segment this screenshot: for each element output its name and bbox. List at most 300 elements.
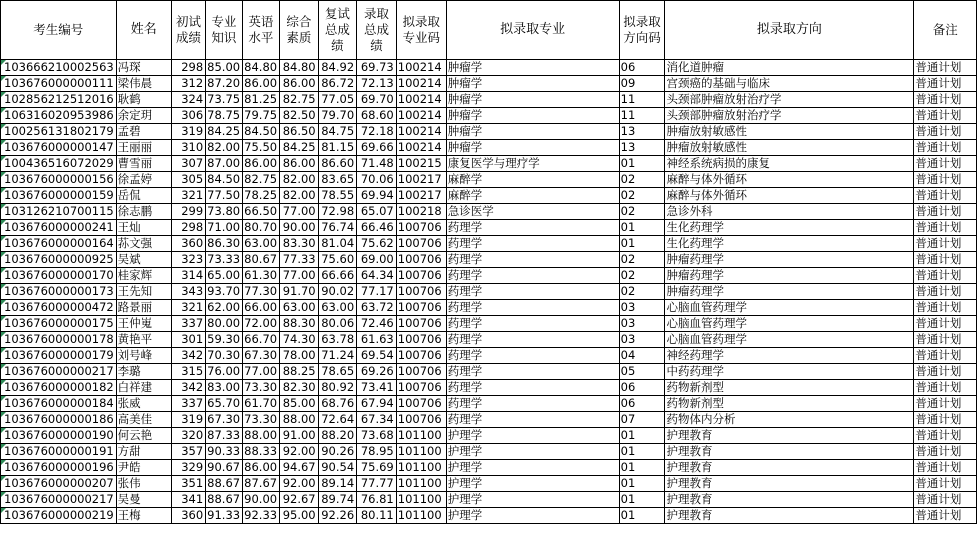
cell-initial-score[interactable]: 298 [171,60,205,76]
cell-admission-total[interactable]: 67.34 [357,412,397,428]
cell-direction[interactable]: 头颈部肿瘤放射治疗学 [665,108,914,124]
cell-name[interactable]: 尹皓 [116,460,171,476]
cell-direction-code[interactable]: 06 [619,396,665,412]
cell-exam-id[interactable]: 103676000000111 [1,76,117,92]
col-header-comprehensive[interactable]: 综合素质 [280,1,319,60]
cell-retest-total[interactable]: 90.02 [318,284,357,300]
cell-initial-score[interactable]: 320 [171,428,205,444]
cell-direction[interactable]: 心脑血管药理学 [665,300,914,316]
cell-comprehensive[interactable]: 94.67 [280,460,319,476]
cell-retest-total[interactable]: 92.26 [318,508,357,524]
cell-professional-knowledge[interactable]: 88.67 [206,476,242,492]
col-header-initial-score[interactable]: 初试成绩 [171,1,205,60]
cell-comprehensive[interactable]: 95.00 [280,508,319,524]
cell-remark[interactable]: 普通计划 [914,140,977,156]
cell-initial-score[interactable]: 342 [171,380,205,396]
cell-direction-code[interactable]: 01 [619,460,665,476]
cell-name[interactable]: 白祥建 [116,380,171,396]
cell-retest-total[interactable]: 84.92 [318,60,357,76]
cell-comprehensive[interactable]: 85.00 [280,396,319,412]
cell-direction[interactable]: 头颈部肿瘤放射治疗学 [665,92,914,108]
cell-retest-total[interactable]: 88.20 [318,428,357,444]
cell-remark[interactable]: 普通计划 [914,252,977,268]
cell-comprehensive[interactable]: 86.00 [280,76,319,92]
cell-comprehensive[interactable]: 77.00 [280,268,319,284]
cell-exam-id[interactable]: 103676000000147 [1,140,117,156]
cell-retest-total[interactable]: 90.54 [318,460,357,476]
cell-english[interactable]: 88.00 [242,428,279,444]
cell-major-code[interactable]: 100706 [396,332,446,348]
cell-admission-total[interactable]: 69.94 [357,188,397,204]
cell-remark[interactable]: 普通计划 [914,76,977,92]
cell-name[interactable]: 冯琛 [116,60,171,76]
cell-major-code[interactable]: 101100 [396,444,446,460]
cell-initial-score[interactable]: 314 [171,268,205,284]
cell-initial-score[interactable]: 329 [171,460,205,476]
cell-admission-total[interactable]: 72.13 [357,76,397,92]
cell-name[interactable]: 方甜 [116,444,171,460]
cell-retest-total[interactable]: 63.00 [318,300,357,316]
cell-initial-score[interactable]: 310 [171,140,205,156]
cell-direction[interactable]: 药物新剂型 [665,380,914,396]
cell-admission-total[interactable]: 69.54 [357,348,397,364]
cell-comprehensive[interactable]: 88.00 [280,412,319,428]
cell-english[interactable]: 80.67 [242,252,279,268]
col-header-major-code[interactable]: 拟录取专业码 [396,1,446,60]
cell-direction-code[interactable]: 01 [619,220,665,236]
cell-direction[interactable]: 护理教育 [665,460,914,476]
cell-admission-total[interactable]: 72.46 [357,316,397,332]
cell-comprehensive[interactable]: 83.30 [280,236,319,252]
cell-exam-id[interactable]: 103676000000179 [1,348,117,364]
cell-admission-total[interactable]: 69.66 [357,140,397,156]
cell-initial-score[interactable]: 351 [171,476,205,492]
cell-direction[interactable]: 生化药理学 [665,236,914,252]
cell-direction-code[interactable]: 02 [619,268,665,284]
cell-comprehensive[interactable]: 82.50 [280,108,319,124]
cell-retest-total[interactable]: 86.72 [318,76,357,92]
cell-english[interactable]: 80.70 [242,220,279,236]
cell-english[interactable]: 92.33 [242,508,279,524]
cell-major[interactable]: 护理学 [446,444,619,460]
col-header-name[interactable]: 姓名 [116,1,171,60]
cell-retest-total[interactable]: 81.04 [318,236,357,252]
cell-name[interactable]: 桂家辉 [116,268,171,284]
cell-comprehensive[interactable]: 82.75 [280,92,319,108]
cell-initial-score[interactable]: 337 [171,316,205,332]
cell-professional-knowledge[interactable]: 65.00 [206,268,242,284]
cell-major-code[interactable]: 100706 [396,412,446,428]
cell-comprehensive[interactable]: 63.00 [280,300,319,316]
cell-name[interactable]: 曹雪丽 [116,156,171,172]
cell-retest-total[interactable]: 71.24 [318,348,357,364]
cell-professional-knowledge[interactable]: 93.70 [206,284,242,300]
cell-major-code[interactable]: 101100 [396,492,446,508]
cell-initial-score[interactable]: 341 [171,492,205,508]
cell-direction[interactable]: 心脑血管药理学 [665,316,914,332]
cell-retest-total[interactable]: 81.15 [318,140,357,156]
cell-direction-code[interactable]: 01 [619,444,665,460]
cell-direction-code[interactable]: 06 [619,380,665,396]
cell-direction[interactable]: 麻醉与体外循环 [665,188,914,204]
cell-professional-knowledge[interactable]: 90.67 [206,460,242,476]
cell-comprehensive[interactable]: 77.33 [280,252,319,268]
cell-english[interactable]: 90.00 [242,492,279,508]
cell-direction-code[interactable]: 01 [619,492,665,508]
cell-major[interactable]: 药理学 [446,380,619,396]
cell-name[interactable]: 徐孟婷 [116,172,171,188]
cell-name[interactable]: 余定玥 [116,108,171,124]
cell-initial-score[interactable]: 342 [171,348,205,364]
cell-remark[interactable]: 普通计划 [914,412,977,428]
cell-initial-score[interactable]: 337 [171,396,205,412]
cell-major[interactable]: 肿瘤学 [446,60,619,76]
cell-remark[interactable]: 普通计划 [914,332,977,348]
cell-comprehensive[interactable]: 82.00 [280,172,319,188]
cell-major[interactable]: 药理学 [446,252,619,268]
cell-initial-score[interactable]: 360 [171,508,205,524]
cell-english[interactable]: 81.25 [242,92,279,108]
cell-exam-id[interactable]: 103676000000190 [1,428,117,444]
cell-professional-knowledge[interactable]: 85.00 [206,60,242,76]
cell-major[interactable]: 康复医学与理疗学 [446,156,619,172]
cell-professional-knowledge[interactable]: 84.50 [206,172,242,188]
cell-remark[interactable]: 普通计划 [914,508,977,524]
cell-retest-total[interactable]: 78.55 [318,188,357,204]
cell-major-code[interactable]: 101100 [396,508,446,524]
cell-remark[interactable]: 普通计划 [914,492,977,508]
cell-english[interactable]: 75.50 [242,140,279,156]
cell-professional-knowledge[interactable]: 65.70 [206,396,242,412]
cell-exam-id[interactable]: 103676000000186 [1,412,117,428]
cell-initial-score[interactable]: 315 [171,364,205,380]
cell-remark[interactable]: 普通计划 [914,348,977,364]
cell-retest-total[interactable]: 89.74 [318,492,357,508]
cell-direction-code[interactable]: 04 [619,348,665,364]
cell-comprehensive[interactable]: 88.30 [280,316,319,332]
cell-major[interactable]: 麻醉学 [446,188,619,204]
cell-retest-total[interactable]: 89.14 [318,476,357,492]
cell-remark[interactable]: 普通计划 [914,364,977,380]
cell-professional-knowledge[interactable]: 84.25 [206,124,242,140]
cell-comprehensive[interactable]: 92.67 [280,492,319,508]
cell-name[interactable]: 王先知 [116,284,171,300]
cell-major-code[interactable]: 100706 [396,284,446,300]
cell-major-code[interactable]: 100706 [396,252,446,268]
cell-direction-code[interactable]: 11 [619,108,665,124]
cell-remark[interactable]: 普通计划 [914,396,977,412]
cell-comprehensive[interactable]: 92.00 [280,476,319,492]
cell-exam-id[interactable]: 103676000000925 [1,252,117,268]
cell-professional-knowledge[interactable]: 71.00 [206,220,242,236]
cell-exam-id[interactable]: 103676000000217 [1,492,117,508]
cell-name[interactable]: 李璐 [116,364,171,380]
cell-initial-score[interactable]: 343 [171,284,205,300]
cell-admission-total[interactable]: 69.00 [357,252,397,268]
cell-name[interactable]: 何云艳 [116,428,171,444]
cell-major-code[interactable]: 100214 [396,124,446,140]
cell-major[interactable]: 药理学 [446,220,619,236]
cell-name[interactable]: 路景丽 [116,300,171,316]
cell-direction-code[interactable]: 01 [619,428,665,444]
cell-major[interactable]: 急诊医学 [446,204,619,220]
cell-exam-id[interactable]: 103676000000178 [1,332,117,348]
cell-admission-total[interactable]: 69.26 [357,364,397,380]
cell-exam-id[interactable]: 103676000000207 [1,476,117,492]
cell-direction-code[interactable]: 01 [619,236,665,252]
cell-direction-code[interactable]: 03 [619,332,665,348]
cell-direction-code[interactable]: 06 [619,60,665,76]
cell-remark[interactable]: 普通计划 [914,300,977,316]
cell-direction-code[interactable]: 03 [619,300,665,316]
cell-professional-knowledge[interactable]: 73.75 [206,92,242,108]
cell-direction-code[interactable]: 09 [619,76,665,92]
cell-initial-score[interactable]: 357 [171,444,205,460]
cell-direction-code[interactable]: 02 [619,284,665,300]
cell-english[interactable]: 73.30 [242,412,279,428]
cell-english[interactable]: 73.30 [242,380,279,396]
cell-direction[interactable]: 神经系统病损的康复 [665,156,914,172]
cell-exam-id[interactable]: 103676000000241 [1,220,117,236]
cell-retest-total[interactable]: 83.65 [318,172,357,188]
cell-english[interactable]: 86.00 [242,76,279,92]
cell-remark[interactable]: 普通计划 [914,268,977,284]
cell-major-code[interactable]: 100217 [396,188,446,204]
cell-major-code[interactable]: 100214 [396,92,446,108]
cell-direction[interactable]: 护理教育 [665,508,914,524]
cell-major[interactable]: 药理学 [446,332,619,348]
cell-direction-code[interactable]: 01 [619,476,665,492]
cell-direction[interactable]: 药物体内分析 [665,412,914,428]
cell-english[interactable]: 82.75 [242,172,279,188]
col-header-english[interactable]: 英语水平 [242,1,279,60]
cell-direction-code[interactable]: 13 [619,140,665,156]
cell-admission-total[interactable]: 78.95 [357,444,397,460]
cell-direction[interactable]: 护理教育 [665,428,914,444]
cell-admission-total[interactable]: 65.07 [357,204,397,220]
cell-major-code[interactable]: 100215 [396,156,446,172]
cell-remark[interactable]: 普通计划 [914,60,977,76]
cell-major[interactable]: 药理学 [446,412,619,428]
cell-major[interactable]: 护理学 [446,492,619,508]
cell-remark[interactable]: 普通计划 [914,316,977,332]
cell-comprehensive[interactable]: 77.00 [280,204,319,220]
cell-english[interactable]: 66.70 [242,332,279,348]
cell-remark[interactable]: 普通计划 [914,236,977,252]
cell-major[interactable]: 药理学 [446,316,619,332]
cell-comprehensive[interactable]: 84.80 [280,60,319,76]
cell-retest-total[interactable]: 86.60 [318,156,357,172]
cell-major-code[interactable]: 100706 [396,268,446,284]
cell-initial-score[interactable]: 324 [171,92,205,108]
cell-english[interactable]: 78.25 [242,188,279,204]
col-header-retest-total[interactable]: 复试总成绩 [318,1,357,60]
cell-major[interactable]: 肿瘤学 [446,92,619,108]
cell-remark[interactable]: 普通计划 [914,188,977,204]
cell-retest-total[interactable]: 63.78 [318,332,357,348]
cell-exam-id[interactable]: 103676000000164 [1,236,117,252]
cell-exam-id[interactable]: 100256131802179 [1,124,117,140]
cell-name[interactable]: 王丽丽 [116,140,171,156]
cell-comprehensive[interactable]: 84.25 [280,140,319,156]
cell-exam-id[interactable]: 102856212512016 [1,92,117,108]
cell-retest-total[interactable]: 78.65 [318,364,357,380]
cell-admission-total[interactable]: 66.46 [357,220,397,236]
cell-direction[interactable]: 肿瘤药理学 [665,284,914,300]
cell-remark[interactable]: 普通计划 [914,92,977,108]
cell-name[interactable]: 王仲嵬 [116,316,171,332]
cell-english[interactable]: 66.00 [242,300,279,316]
cell-english[interactable]: 61.30 [242,268,279,284]
cell-major[interactable]: 肿瘤学 [446,108,619,124]
cell-comprehensive[interactable]: 88.25 [280,364,319,380]
cell-direction-code[interactable]: 02 [619,188,665,204]
cell-initial-score[interactable]: 306 [171,108,205,124]
cell-exam-id[interactable]: 103666210002563 [1,60,117,76]
cell-major[interactable]: 药理学 [446,268,619,284]
cell-admission-total[interactable]: 67.94 [357,396,397,412]
cell-remark[interactable]: 普通计划 [914,108,977,124]
cell-english[interactable]: 72.00 [242,316,279,332]
cell-initial-score[interactable]: 323 [171,252,205,268]
cell-direction-code[interactable]: 02 [619,252,665,268]
cell-professional-knowledge[interactable]: 90.33 [206,444,242,460]
cell-comprehensive[interactable]: 91.70 [280,284,319,300]
cell-admission-total[interactable]: 73.68 [357,428,397,444]
cell-exam-id[interactable]: 103676000000156 [1,172,117,188]
cell-english[interactable]: 77.00 [242,364,279,380]
cell-admission-total[interactable]: 71.48 [357,156,397,172]
cell-initial-score[interactable]: 307 [171,156,205,172]
cell-professional-knowledge[interactable]: 87.00 [206,156,242,172]
cell-major-code[interactable]: 100218 [396,204,446,220]
cell-direction-code[interactable]: 01 [619,156,665,172]
cell-remark[interactable]: 普通计划 [914,124,977,140]
cell-admission-total[interactable]: 77.17 [357,284,397,300]
cell-exam-id[interactable]: 103676000000196 [1,460,117,476]
cell-remark[interactable]: 普通计划 [914,428,977,444]
cell-comprehensive[interactable]: 74.30 [280,332,319,348]
cell-exam-id[interactable]: 103676000000219 [1,508,117,524]
cell-exam-id[interactable]: 103676000000184 [1,396,117,412]
cell-major-code[interactable]: 101100 [396,476,446,492]
cell-exam-id[interactable]: 103676000000182 [1,380,117,396]
cell-major-code[interactable]: 100214 [396,60,446,76]
cell-admission-total[interactable]: 80.11 [357,508,397,524]
cell-initial-score[interactable]: 319 [171,412,205,428]
cell-direction-code[interactable]: 07 [619,412,665,428]
cell-retest-total[interactable]: 66.66 [318,268,357,284]
cell-major[interactable]: 药理学 [446,300,619,316]
col-header-professional-knowledge[interactable]: 专业知识 [206,1,242,60]
cell-name[interactable]: 黄艳平 [116,332,171,348]
cell-professional-knowledge[interactable]: 87.20 [206,76,242,92]
cell-major-code[interactable]: 100706 [396,220,446,236]
cell-major[interactable]: 护理学 [446,476,619,492]
cell-admission-total[interactable]: 69.73 [357,60,397,76]
cell-initial-score[interactable]: 301 [171,332,205,348]
cell-direction-code[interactable]: 01 [619,508,665,524]
cell-major[interactable]: 麻醉学 [446,172,619,188]
cell-admission-total[interactable]: 63.72 [357,300,397,316]
cell-professional-knowledge[interactable]: 80.00 [206,316,242,332]
cell-retest-total[interactable]: 80.92 [318,380,357,396]
cell-english[interactable]: 79.75 [242,108,279,124]
cell-name[interactable]: 徐志鹏 [116,204,171,220]
col-header-direction[interactable]: 拟录取方向 [665,1,914,60]
cell-initial-score[interactable]: 319 [171,124,205,140]
cell-professional-knowledge[interactable]: 62.00 [206,300,242,316]
cell-direction-code[interactable]: 13 [619,124,665,140]
cell-direction[interactable]: 护理教育 [665,492,914,508]
cell-direction-code[interactable]: 05 [619,364,665,380]
cell-remark[interactable]: 普通计划 [914,476,977,492]
cell-professional-knowledge[interactable]: 73.33 [206,252,242,268]
cell-major[interactable]: 肿瘤学 [446,76,619,92]
cell-english[interactable]: 87.67 [242,476,279,492]
col-header-major[interactable]: 拟录取专业 [446,1,619,60]
cell-professional-knowledge[interactable]: 77.50 [206,188,242,204]
cell-retest-total[interactable]: 84.75 [318,124,357,140]
cell-professional-knowledge[interactable]: 87.33 [206,428,242,444]
col-header-admission-total[interactable]: 录取总成绩 [357,1,397,60]
cell-comprehensive[interactable]: 78.00 [280,348,319,364]
cell-admission-total[interactable]: 73.41 [357,380,397,396]
cell-name[interactable]: 刘号峰 [116,348,171,364]
cell-english[interactable]: 61.70 [242,396,279,412]
cell-initial-score[interactable]: 321 [171,188,205,204]
cell-name[interactable]: 岳侃 [116,188,171,204]
cell-direction[interactable]: 宫颈癌的基础与临床 [665,76,914,92]
cell-direction[interactable]: 中药药理学 [665,364,914,380]
cell-english[interactable]: 84.80 [242,60,279,76]
cell-exam-id[interactable]: 106316020953986 [1,108,117,124]
cell-initial-score[interactable]: 321 [171,300,205,316]
cell-name[interactable]: 王梅 [116,508,171,524]
cell-english[interactable]: 66.50 [242,204,279,220]
cell-major-code[interactable]: 100214 [396,140,446,156]
cell-professional-knowledge[interactable]: 82.00 [206,140,242,156]
cell-major-code[interactable]: 100706 [396,300,446,316]
cell-direction[interactable]: 护理教育 [665,476,914,492]
cell-major[interactable]: 护理学 [446,428,619,444]
cell-comprehensive[interactable]: 82.00 [280,188,319,204]
cell-direction[interactable]: 肿瘤放射敏感性 [665,124,914,140]
cell-admission-total[interactable]: 68.60 [357,108,397,124]
cell-initial-score[interactable]: 299 [171,204,205,220]
cell-direction-code[interactable]: 03 [619,316,665,332]
cell-comprehensive[interactable]: 86.00 [280,156,319,172]
cell-major[interactable]: 药理学 [446,396,619,412]
cell-major[interactable]: 护理学 [446,508,619,524]
col-header-exam-id[interactable]: 考生编号 [1,1,117,60]
cell-professional-knowledge[interactable]: 88.67 [206,492,242,508]
cell-admission-total[interactable]: 76.81 [357,492,397,508]
cell-admission-total[interactable]: 69.70 [357,92,397,108]
cell-name[interactable]: 梁伟晨 [116,76,171,92]
cell-name[interactable]: 高美佳 [116,412,171,428]
cell-name[interactable]: 荪文强 [116,236,171,252]
cell-comprehensive[interactable]: 82.30 [280,380,319,396]
cell-major-code[interactable]: 100214 [396,76,446,92]
cell-admission-total[interactable]: 77.77 [357,476,397,492]
cell-major-code[interactable]: 100706 [396,236,446,252]
cell-major-code[interactable]: 100706 [396,396,446,412]
cell-direction[interactable]: 麻醉与体外循环 [665,172,914,188]
cell-retest-total[interactable]: 80.06 [318,316,357,332]
cell-major-code[interactable]: 100706 [396,316,446,332]
cell-major-code[interactable]: 100706 [396,364,446,380]
